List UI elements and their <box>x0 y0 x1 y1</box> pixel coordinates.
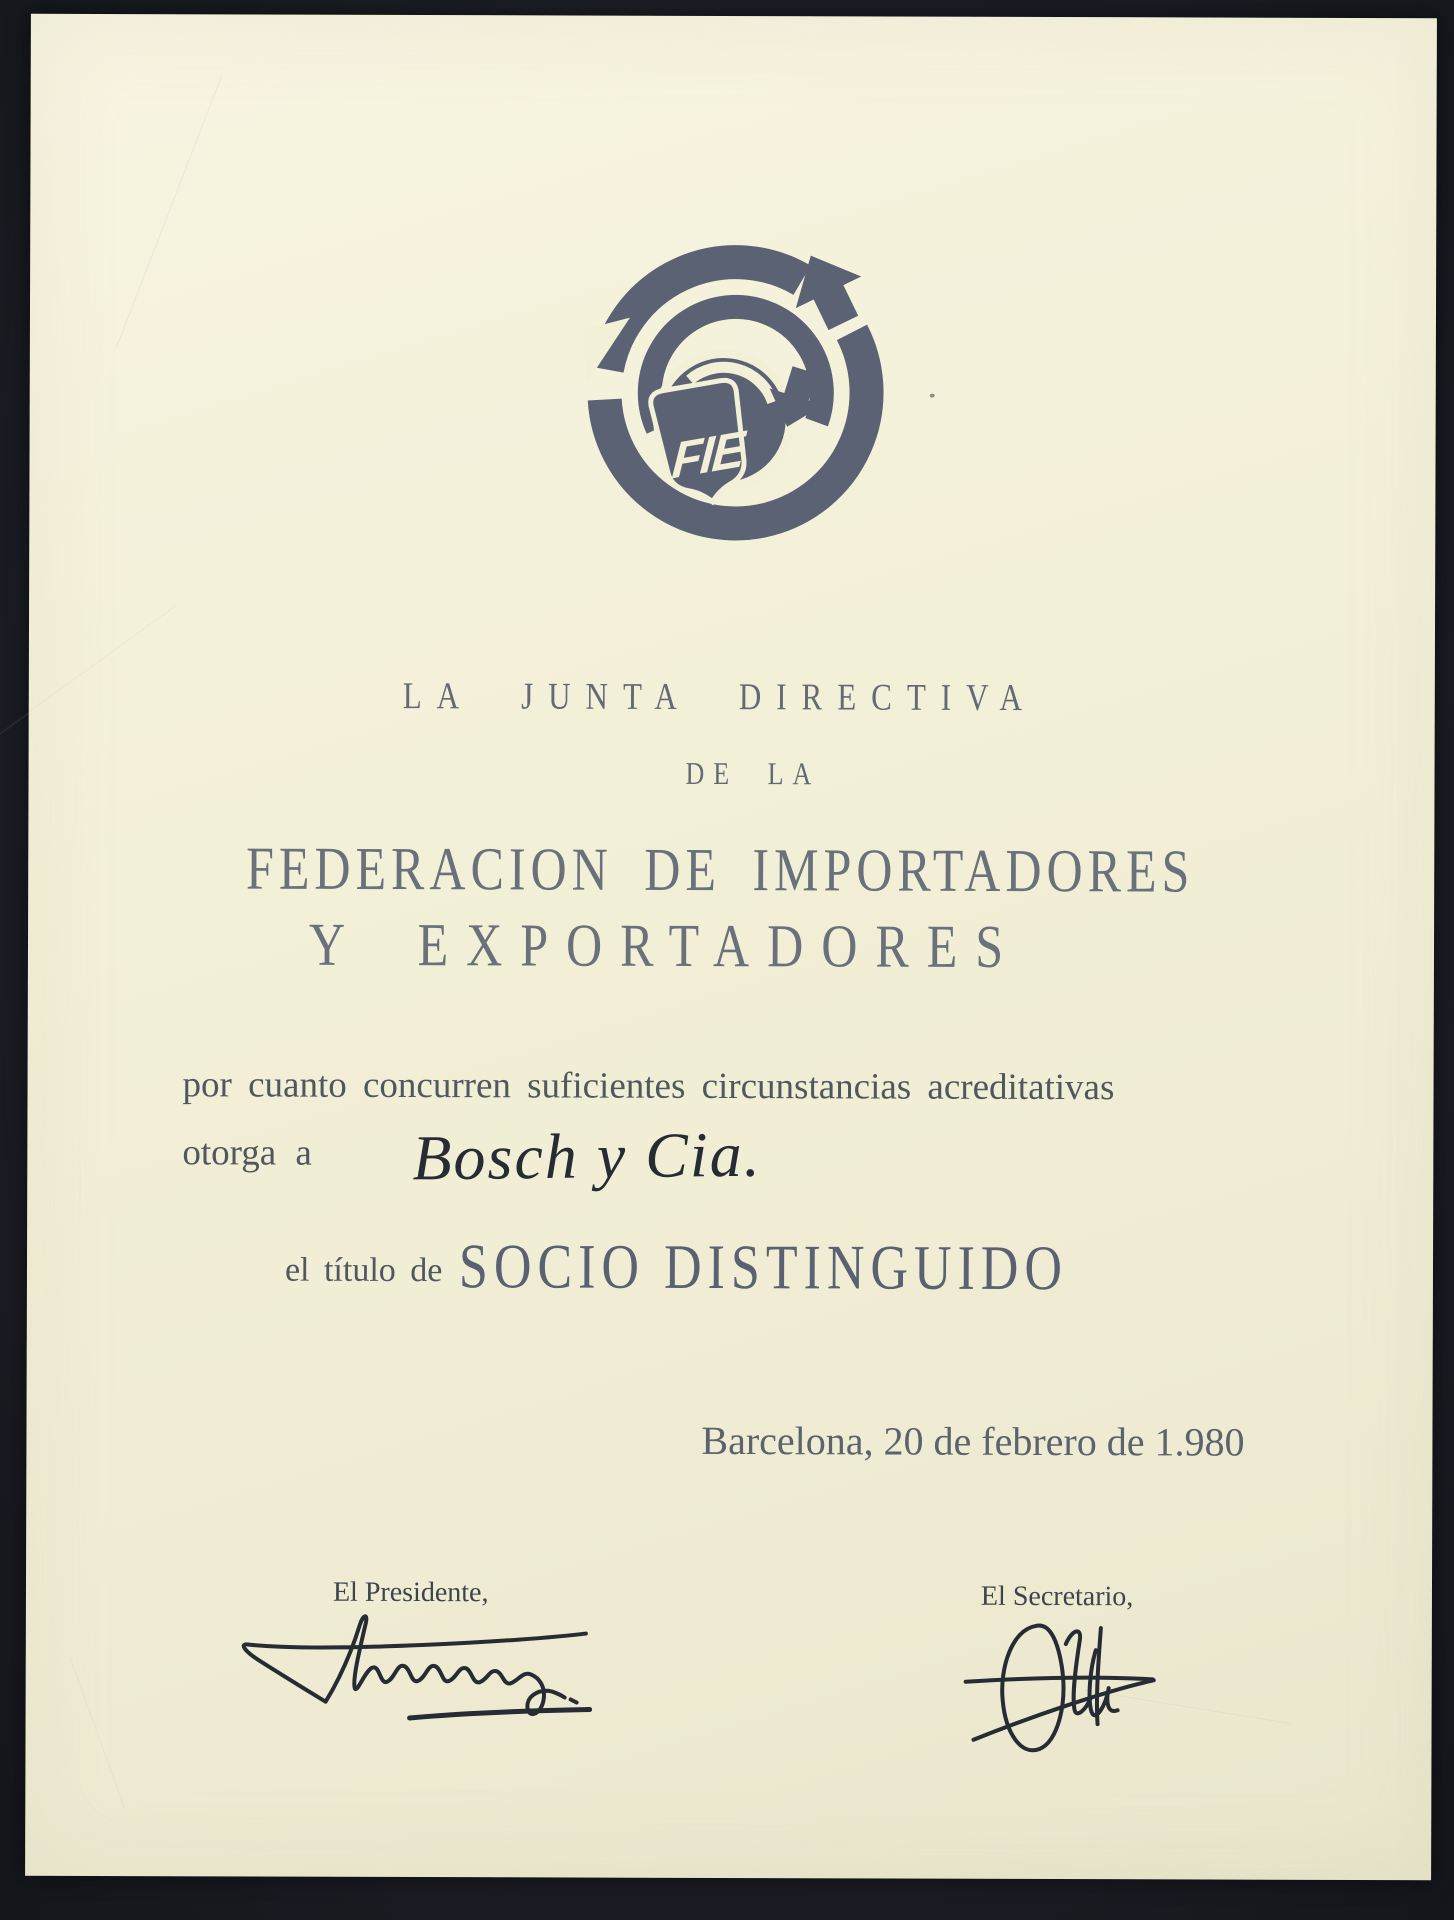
paper-speck <box>930 394 935 398</box>
paper-crease <box>116 75 224 346</box>
org-name-line2: Y EXPORTADORES <box>308 909 1022 981</box>
grants-label: otorga a <box>182 1132 312 1174</box>
president-signature-stroke <box>410 1709 590 1719</box>
fie-logo <box>583 235 890 546</box>
place-date-line: Barcelona, 20 de febrero de 1.980 <box>701 1417 1245 1465</box>
secretary-signature-stroke <box>1090 1650 1118 1715</box>
secretary-signature-stroke <box>1002 1625 1064 1750</box>
board-heading: LA JUNTA DIRECTIVA <box>402 673 1037 719</box>
org-name-line1: FEDERACION DE IMPORTADORES <box>245 833 1195 905</box>
secretary-label: El Secretario, <box>980 1580 1134 1613</box>
whereas-text: por cuanto concurren suficientes circunstancias acreditativas <box>182 1064 1115 1109</box>
president-signature-stroke <box>244 1616 586 1714</box>
recipient-name: Bosch y Cia. <box>411 1118 762 1194</box>
board-subheading: DE LA <box>685 755 821 792</box>
paper-crease <box>0 605 176 742</box>
title-prefix: el título de <box>284 1251 443 1290</box>
secretary-signature <box>947 1606 1162 1762</box>
president-signature-stroke <box>571 1699 577 1702</box>
paper-crease <box>68 1658 125 1810</box>
president-label: El Presidente, <box>332 1576 489 1609</box>
secretary-signature-stroke <box>966 1677 1153 1682</box>
certificate-paper <box>25 14 1437 1880</box>
president-signature <box>234 1610 604 1736</box>
logo-monogram-text: FIE <box>670 419 746 490</box>
awarded-title: SOCIO DISTINGUIDO <box>458 1232 1069 1304</box>
